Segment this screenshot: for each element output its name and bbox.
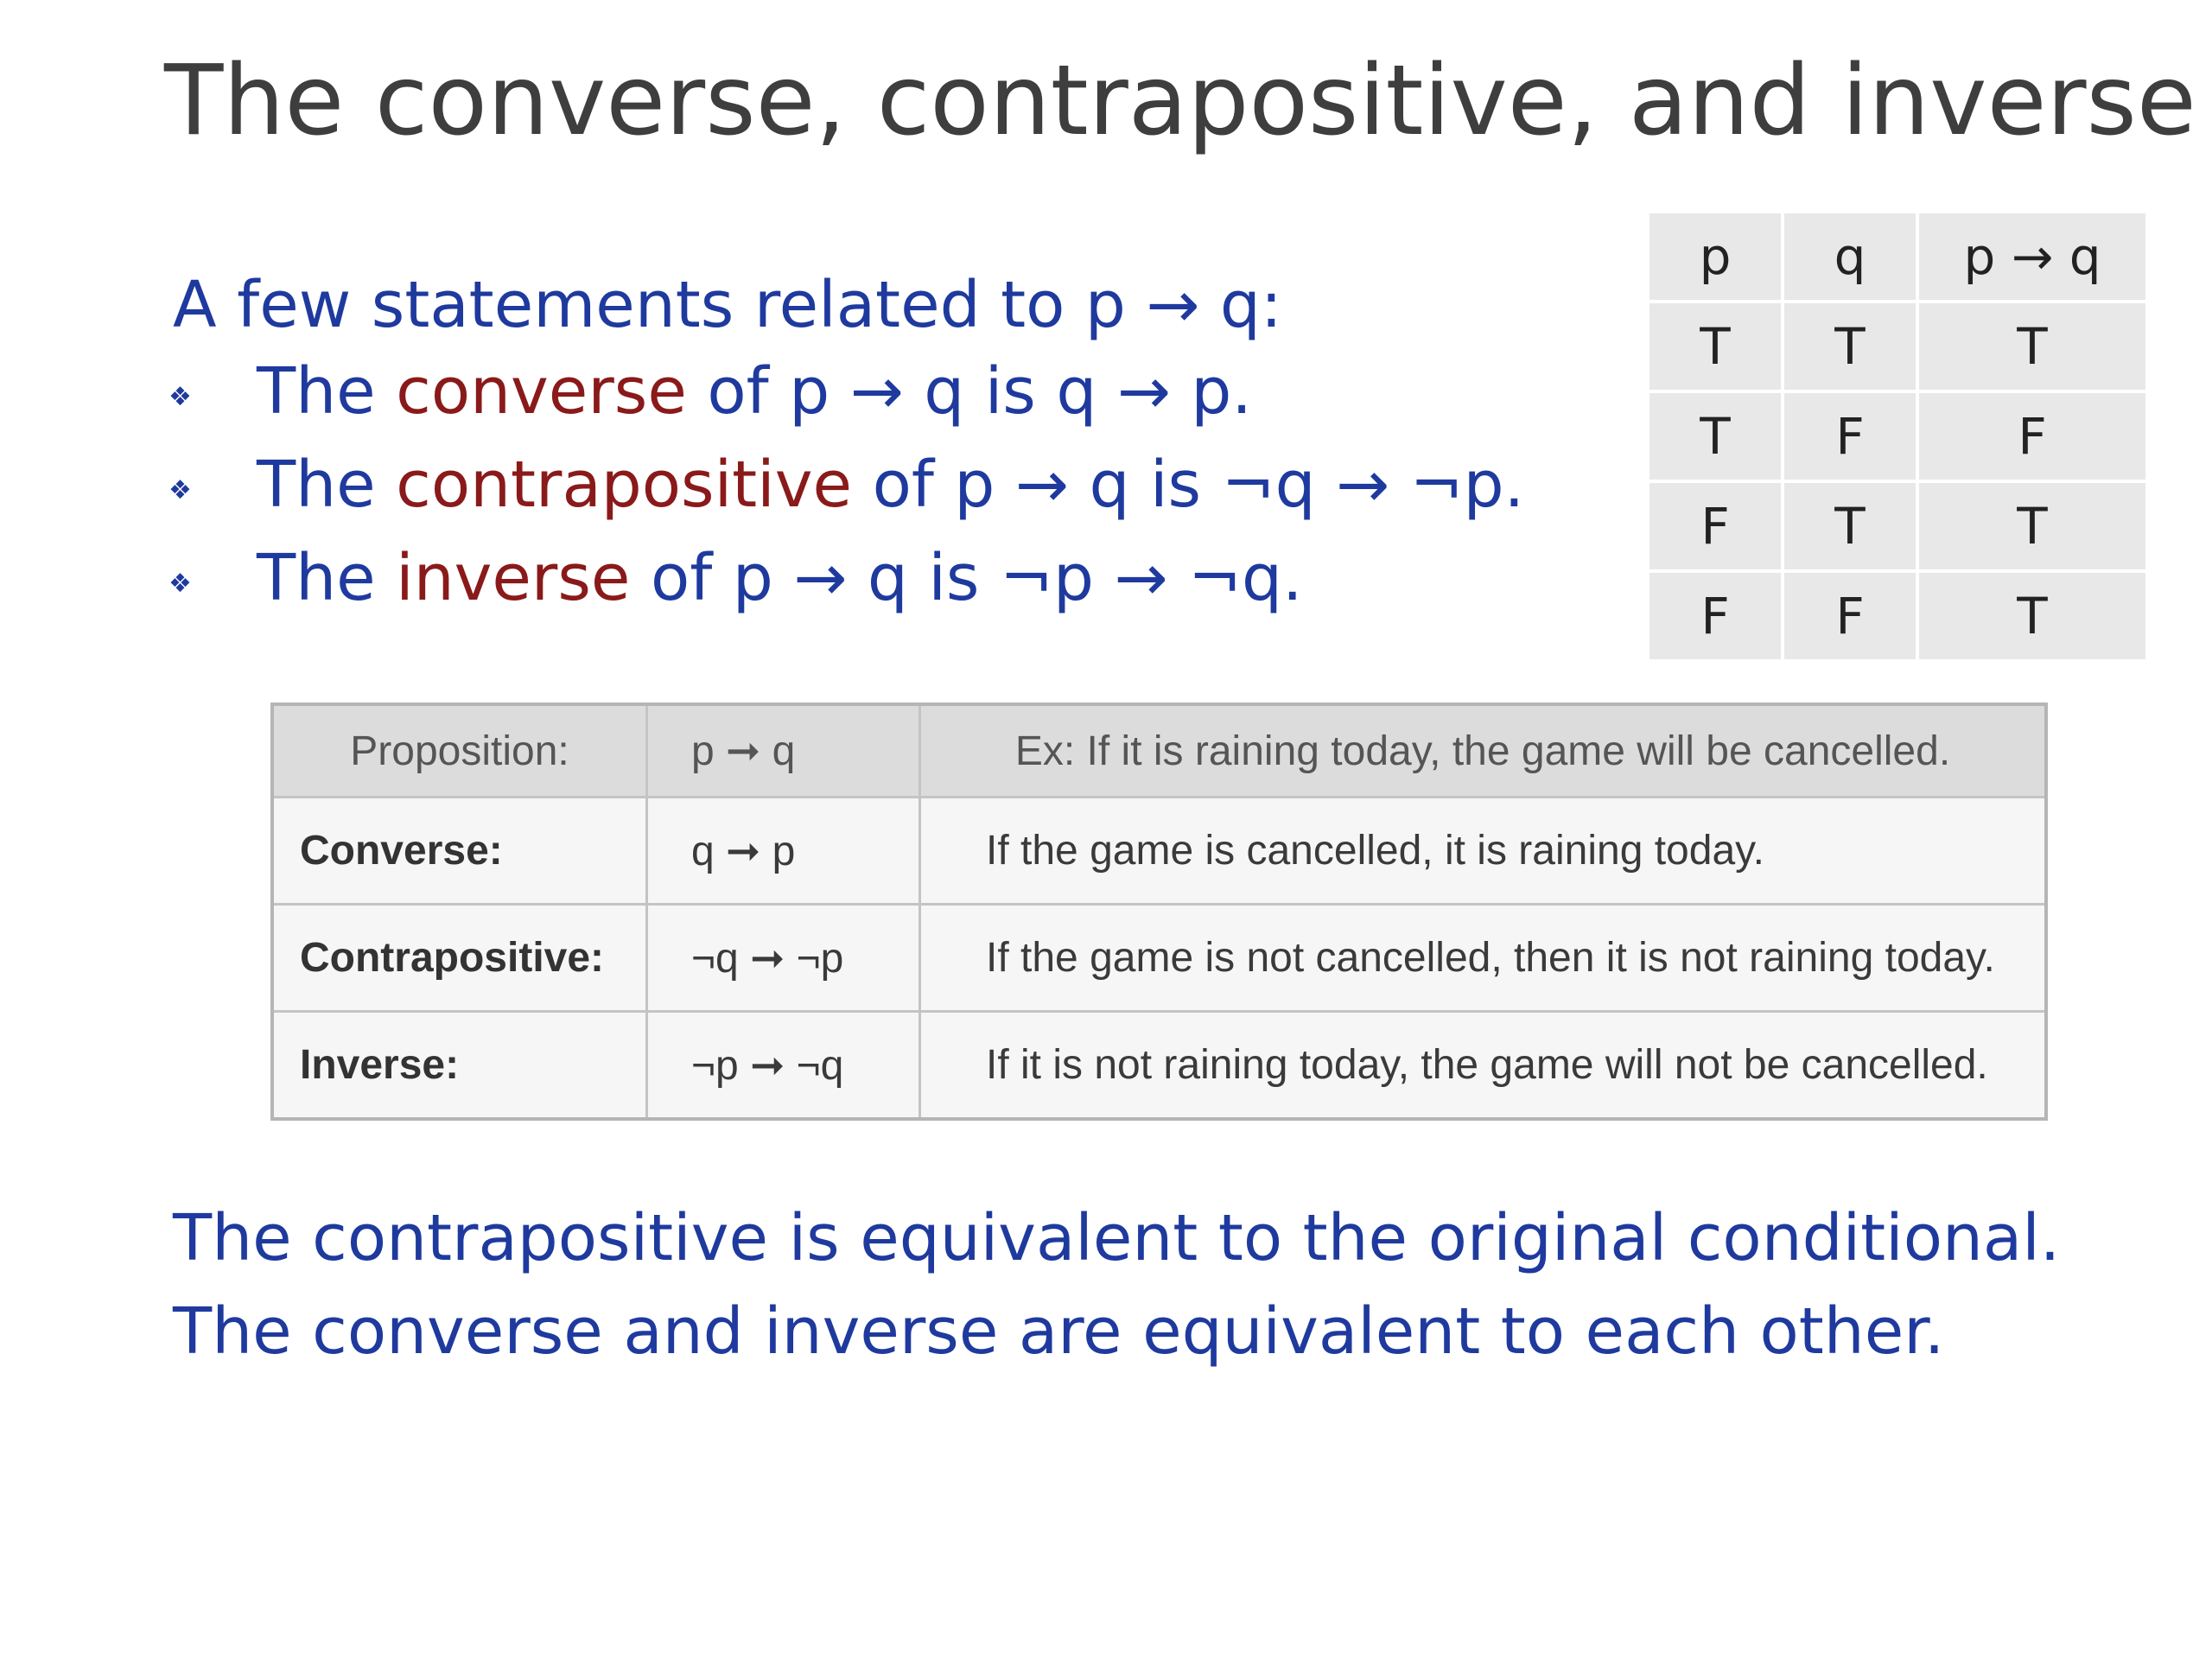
prop-row-example: If the game is cancelled, it is raining today.: [920, 798, 2047, 905]
prop-row-example: If it is not raining today, the game will not be cancelled.: [920, 1012, 2047, 1120]
prop-row-contrapositive: [272, 905, 2046, 1012]
truth-row: [1649, 393, 2145, 480]
prop-header-label: Proposition:: [272, 704, 647, 798]
term-inverse: inverse: [396, 541, 631, 615]
bullet-post: of p → q is ¬q → ¬p.: [852, 448, 1525, 522]
prop-row-label: Converse:: [272, 798, 647, 905]
prop-header-form: p ➞ q: [647, 704, 920, 798]
diamond-bullet-icon: ❖: [168, 569, 192, 599]
prop-row-converse: [272, 798, 2046, 905]
prop-row-label: Inverse:: [272, 1012, 647, 1120]
truth-cell: F: [1649, 573, 1781, 659]
prop-row-inverse: [272, 1012, 2046, 1120]
truth-cell: T: [1919, 483, 2145, 569]
truth-cell: F: [1784, 393, 1916, 480]
truth-table: [1646, 210, 2149, 663]
slide-title: The converse, contrapositive, and inverse: [164, 45, 2196, 157]
bullet-text: [257, 448, 1524, 522]
diamond-bullet-icon: ❖: [168, 475, 192, 505]
truth-row: [1649, 303, 2145, 390]
truth-row: [1649, 483, 2145, 569]
proposition-table: [270, 702, 2048, 1121]
bullet-text: [257, 354, 1252, 429]
prop-row-example: If the game is not cancelled, then it is not raining today.: [920, 905, 2047, 1012]
conclusion-line-2: The converse and inverse are equivalent to each other.: [173, 1294, 1945, 1369]
truth-row: [1649, 573, 2145, 659]
truth-header-implication: p → q: [1919, 213, 2145, 300]
term-converse: converse: [396, 354, 687, 429]
bullet-text: [257, 541, 1303, 615]
truth-cell: T: [1784, 303, 1916, 390]
conclusion-line-1: The contrapositive is equivalent to the original conditional.: [173, 1201, 2061, 1275]
prop-header-example: Ex: If it is raining today, the game will be cancelled.: [920, 704, 2047, 798]
term-contrapositive: contrapositive: [396, 448, 853, 522]
prop-row-form: q ➞ p: [647, 798, 920, 905]
intro-text: A few statements related to p → q:: [173, 268, 1282, 342]
truth-cell: T: [1649, 303, 1781, 390]
truth-cell: T: [1919, 573, 2145, 659]
bullet-post: of p → q is ¬p → ¬q.: [630, 541, 1303, 615]
prop-header-row: [272, 704, 2046, 798]
diamond-bullet-icon: ❖: [168, 382, 192, 412]
truth-cell: F: [1919, 393, 2145, 480]
truth-cell: T: [1649, 393, 1781, 480]
bullet-pre: The: [257, 541, 397, 615]
bullet-post: of p → q is q → p.: [686, 354, 1252, 429]
truth-header-p: p: [1649, 213, 1781, 300]
truth-cell: T: [1919, 303, 2145, 390]
truth-header-q: q: [1784, 213, 1916, 300]
prop-row-label: Contrapositive:: [272, 905, 647, 1012]
truth-cell: F: [1784, 573, 1916, 659]
truth-cell: T: [1784, 483, 1916, 569]
prop-row-form: ¬p ➞ ¬q: [647, 1012, 920, 1120]
truth-cell: F: [1649, 483, 1781, 569]
bullet-pre: The: [257, 354, 397, 429]
truth-header-row: [1649, 213, 2145, 300]
prop-row-form: ¬q ➞ ¬p: [647, 905, 920, 1012]
bullet-pre: The: [257, 448, 397, 522]
